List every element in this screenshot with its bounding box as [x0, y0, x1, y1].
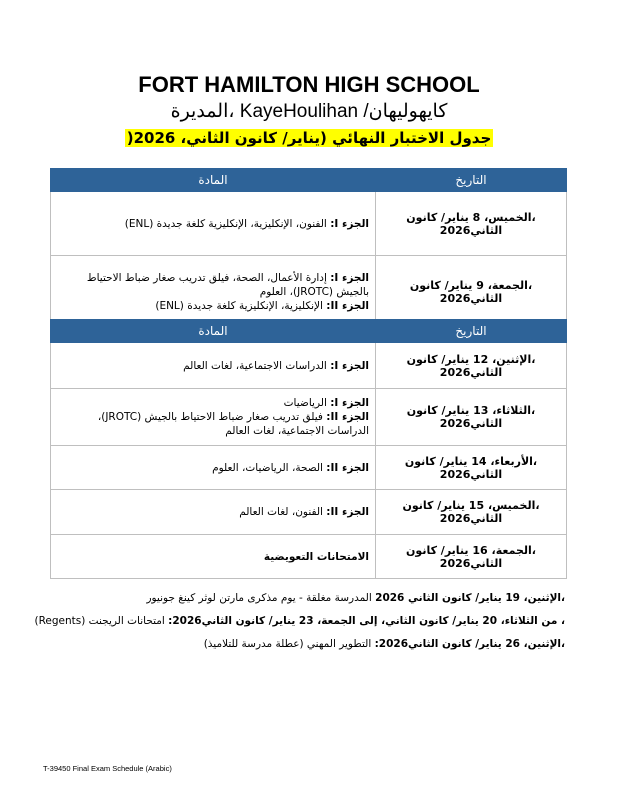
note-text: المدرسة مغلقة - يوم مذكرى مارتن لوثر كينغ جونيور	[146, 592, 376, 604]
note-date: ،الإثنين، 19 يناير/ كانون الثاني 2026	[375, 592, 565, 604]
subject-line	[57, 396, 369, 410]
note-text: امتحانات الريجنت (Regents)	[34, 615, 169, 627]
exam-subject	[51, 343, 376, 389]
subject-line	[57, 359, 369, 373]
subject-line	[57, 410, 369, 438]
exam-date: ،الجمعة، 9 يناير/ كانون الثاني2026	[376, 256, 567, 328]
table-row	[51, 490, 567, 535]
part-subjects: الفنون، الإنكليزية، الإنكليزية كلغة جديدة (ENL)	[124, 217, 331, 230]
subject-line	[57, 505, 369, 519]
exam-date: ،الإثنين، 12 يناير/ كانون الثاني2026	[376, 343, 567, 389]
part-subjects: فيلق تدريب صغار ضباط الاحتياط بالجيش (JROTC)، الدراسات الاجتماعية، لغات العالم	[97, 411, 369, 437]
table-row	[51, 446, 567, 490]
schedule-title	[0, 129, 618, 147]
document-footer: T-39450 Final Exam Schedule (Arabic)	[43, 764, 172, 773]
note-line	[40, 590, 565, 613]
table-row	[51, 256, 567, 328]
exam-table-week1	[50, 168, 567, 328]
school-name: FORT HAMILTON HIGH SCHOOL	[138, 72, 480, 97]
part-subjects: الفنون، لغات العالم	[239, 506, 327, 518]
table-row	[51, 192, 567, 256]
part-label: الجزء I:	[330, 217, 369, 230]
exam-subject	[51, 535, 376, 579]
table-row	[51, 343, 567, 389]
note-date: ، من الثلاثاء، 20 يناير/ كانون الثاني، إلى الجمعة، 23 يناير/ كانون الثاني2026:	[168, 615, 565, 627]
exam-date: ،الخميس، 8 يناير/ كانون الثاني2026	[376, 192, 567, 256]
column-header-date: التاريخ	[376, 320, 567, 343]
part-label: الجزء I:	[330, 359, 369, 372]
schedule-title-highlight: جدول الاختبار النهائي (يناير/ كانون الثاني، 2026(	[126, 129, 492, 147]
exam-subject	[51, 446, 376, 490]
part-label: الجزء II:	[326, 506, 369, 518]
exam-table-week2	[50, 319, 567, 579]
note-text: التطوير المهني (عطلة مدرسة للتلاميذ)	[203, 638, 375, 650]
column-header-subject: المادة	[51, 169, 376, 192]
table-row	[51, 389, 567, 446]
part-subjects: الدراسات الاجتماعية، لغات العالم	[183, 359, 331, 372]
subject-line	[57, 217, 369, 231]
principal-line: كايهوليهان/ KayeHoulihan ،المديرة	[170, 101, 448, 122]
exam-subject	[51, 256, 376, 328]
part-label: الجزء I:	[330, 397, 369, 409]
note-line	[40, 636, 565, 659]
exam-subject	[51, 490, 376, 535]
part-subjects: الإنكليزية، الإنكليزية كلغة جديدة (ENL)	[155, 299, 327, 312]
subject-line	[57, 550, 369, 564]
table-row	[51, 535, 567, 579]
note-line	[34, 613, 565, 636]
exam-subject	[51, 192, 376, 256]
part-label: الجزء II:	[326, 299, 369, 312]
part-label: الامتحانات التعويضية	[263, 550, 369, 563]
subject-line	[57, 271, 369, 299]
exam-date: ،الثلاثاء، 13 يناير/ كانون الثاني2026	[376, 389, 567, 446]
column-header-subject: المادة	[51, 320, 376, 343]
subject-line	[57, 461, 369, 475]
part-subjects: الرياضيات	[283, 397, 331, 409]
exam-date: ،الخميس، 15 يناير/ كانون الثاني2026	[376, 490, 567, 535]
part-label: الجزء II:	[326, 411, 369, 423]
part-label: الجزء I:	[330, 271, 369, 284]
part-label: الجزء II:	[326, 461, 369, 474]
subject-line	[57, 299, 369, 313]
column-header-date: التاريخ	[376, 169, 567, 192]
exam-date: ،الأربعاء، 14 يناير/ كانون الثاني2026	[376, 446, 567, 490]
schedule-notes	[34, 590, 565, 659]
note-date: ،الإثنين، 26 يناير/ كانون الثاني2026:	[374, 638, 565, 650]
part-subjects: الصحة، الرياضيات، العلوم	[212, 461, 327, 474]
exam-date: ،الجمعة، 16 يناير/ كانون الثاني2026	[376, 535, 567, 579]
part-subjects: إدارة الأعمال، الصحة، فيلق تدريب صغار ضباط الاحتياط بالجيش (JROTC)، العلوم	[86, 271, 369, 298]
exam-subject	[51, 389, 376, 446]
